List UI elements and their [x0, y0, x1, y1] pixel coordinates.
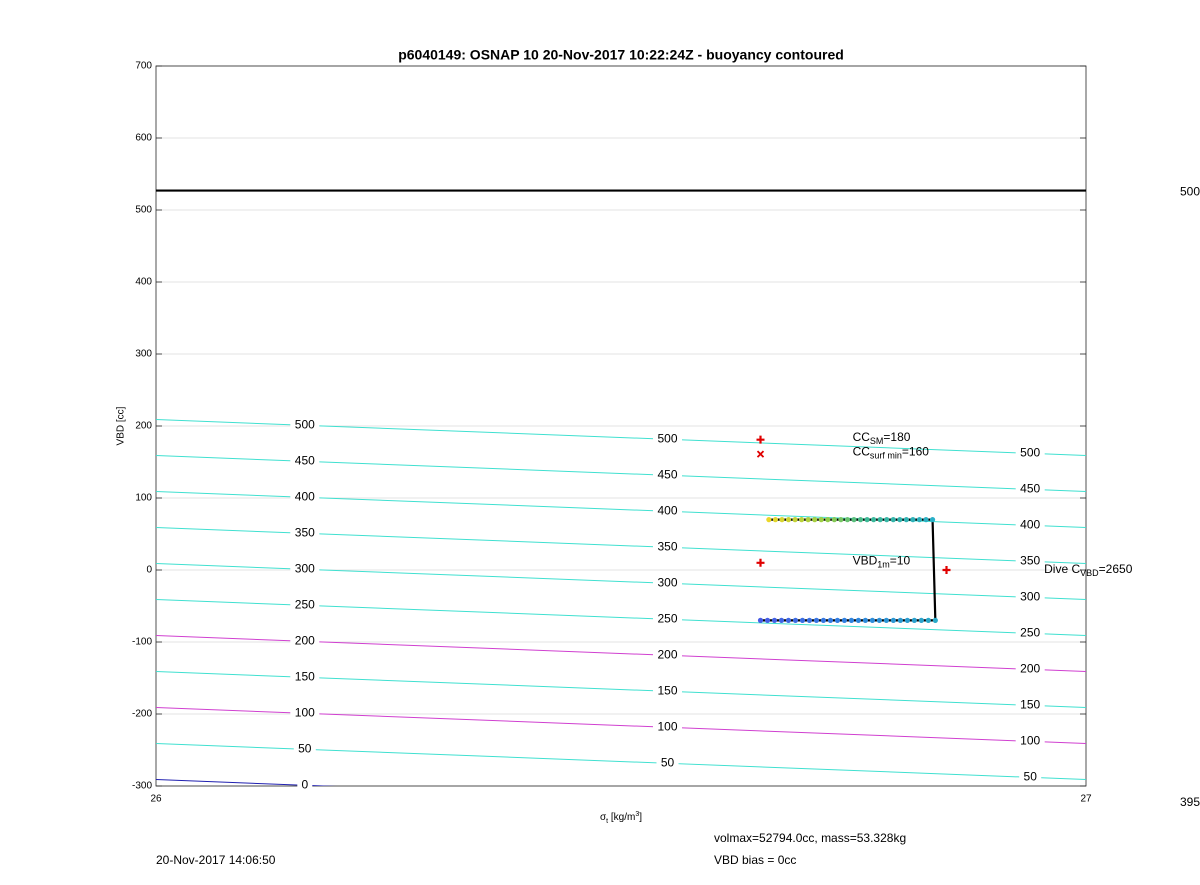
contour-label: 200 [1020, 661, 1041, 676]
contour-label: 500 [657, 431, 678, 446]
upper-track-point [864, 517, 869, 522]
contour-label: 300 [1020, 589, 1041, 604]
cc-sm-annotation: $CC_{SM}=180$ [852, 430, 911, 447]
upper-track-point [930, 517, 935, 522]
vbd-bias-note: VBD bias = 0cc [714, 853, 797, 867]
lower-track-point [856, 618, 861, 623]
contour-label: 500 [294, 417, 315, 432]
y-tick-label: 200 [135, 420, 152, 432]
upper-track-point [792, 517, 797, 522]
lower-track-point [786, 618, 791, 623]
contour-label: 150 [294, 669, 315, 684]
contour-label: 350 [1020, 553, 1041, 568]
lower-track-point [821, 618, 826, 623]
upper-track-point [766, 517, 771, 522]
contour-label: 300 [657, 575, 678, 590]
lower-track-point [933, 618, 938, 623]
upper-track-point [832, 517, 837, 522]
lower-track-point [758, 618, 763, 623]
x-tick-label: 27 [1080, 793, 1092, 805]
lower-track-point [800, 618, 805, 623]
contour-label: 100 [657, 719, 678, 734]
upper-track-point [806, 517, 811, 522]
y-tick-label: 100 [135, 492, 152, 504]
upper-track-point [838, 517, 843, 522]
lower-track-point [891, 618, 896, 623]
contour-label: 100 [294, 705, 315, 720]
upper-track-point [799, 517, 804, 522]
contour-label: 250 [294, 597, 315, 612]
upper-track-point [884, 517, 889, 522]
upper-track-point [851, 517, 856, 522]
lower-track-point [863, 618, 868, 623]
upper-track-point [812, 517, 817, 522]
contour-label: 400 [657, 503, 678, 518]
lower-track-point [926, 618, 931, 623]
contour-label: 100 [1020, 733, 1041, 748]
upper-track-point [858, 517, 863, 522]
upper-track-point [871, 517, 876, 522]
contour-label: 400 [294, 489, 315, 504]
upper-track-point [819, 517, 824, 522]
y-tick-label: 600 [135, 132, 152, 144]
contour-label: 50 [660, 755, 675, 770]
contour-line-0 [156, 780, 1086, 816]
y-tick-label: -300 [131, 780, 152, 792]
upper-track-point [904, 517, 909, 522]
lower-track-point [870, 618, 875, 623]
x-tick-label: 26 [150, 793, 162, 805]
contour-label: 450 [1020, 481, 1041, 496]
lower-track-point [912, 618, 917, 623]
contour-label: 0 [301, 777, 309, 792]
lower-track-point [898, 618, 903, 623]
cc-surf-min-annotation: $CC_{surf min}=160$ [852, 444, 929, 462]
chart-title: p6040149: OSNAP 10 20-Nov-2017 10:22:24Z - buoyancy contoured [398, 46, 844, 63]
upper-track-point [878, 517, 883, 522]
lower-track-point [877, 618, 882, 623]
lower-track-point [905, 618, 910, 623]
plus-marker [757, 559, 765, 567]
lower-track-point [884, 618, 889, 623]
y-tick-label: 700 [135, 60, 152, 72]
contour-label: 50 [298, 741, 312, 756]
vbd-1m-annotation: $VBD_{1m}=10$ [852, 553, 911, 570]
lower-track-point [765, 618, 770, 623]
lower-track-point [793, 618, 798, 623]
contour-label: 500 [1020, 445, 1041, 460]
contour-label: 150 [1020, 697, 1041, 712]
upper-track-point [917, 517, 922, 522]
lower-track-point [842, 618, 847, 623]
upper-track-point [923, 517, 928, 522]
lower-track-point [835, 618, 840, 623]
y-axis-label: VBD [cc] [115, 406, 127, 446]
colorbar-top-label: 500 [1179, 184, 1200, 199]
colorbar-bottom-label: 395 [1179, 795, 1200, 810]
y-tick-label: -100 [131, 636, 152, 648]
y-tick-label: 500 [135, 204, 152, 216]
lower-track-point [779, 618, 784, 623]
dive-cvbd-annotation: Dive $C_{VBD}=2650$ [1044, 562, 1133, 579]
contour-label: 450 [657, 467, 678, 482]
upper-track-point [773, 517, 778, 522]
upper-track-point [779, 517, 784, 522]
timestamp-note: 20-Nov-2017 14:06:50 [156, 853, 276, 867]
contour-label: 350 [294, 525, 315, 540]
x-marker [758, 451, 764, 457]
contour-label: 350 [657, 539, 678, 554]
contour-label: 200 [657, 647, 678, 662]
upper-track-point [891, 517, 896, 522]
plus-marker [943, 566, 951, 574]
y-tick-label: -200 [131, 708, 152, 720]
y-tick-label: 300 [135, 348, 152, 360]
contour-label: 300 [294, 561, 315, 576]
contour-label: 150 [657, 683, 678, 698]
lower-track-point [919, 618, 924, 623]
volmax-mass-note: volmax=52794.0cc, mass=53.328kg [714, 831, 907, 845]
contour-label: 400 [1020, 517, 1041, 532]
contour-label: 50 [1023, 769, 1037, 784]
upper-track-point [910, 517, 915, 522]
x-axis-label: $\sigma_t$ $[kg/m^3]$ [599, 811, 643, 825]
lower-track-point [828, 618, 833, 623]
y-tick-label: 0 [146, 564, 152, 576]
upper-track-point [845, 517, 850, 522]
contour-label: 250 [1020, 625, 1041, 640]
upper-track-point [825, 517, 830, 522]
lower-track-point [849, 618, 854, 623]
lower-track-point [807, 618, 812, 623]
lower-track-point [772, 618, 777, 623]
upper-track-point [897, 517, 902, 522]
upper-track-point [786, 517, 791, 522]
y-tick-label: 400 [135, 276, 152, 288]
contour-label: 200 [294, 633, 315, 648]
lower-track-point [814, 618, 819, 623]
contour-label: 250 [657, 611, 678, 626]
contour-label: 450 [294, 453, 315, 468]
